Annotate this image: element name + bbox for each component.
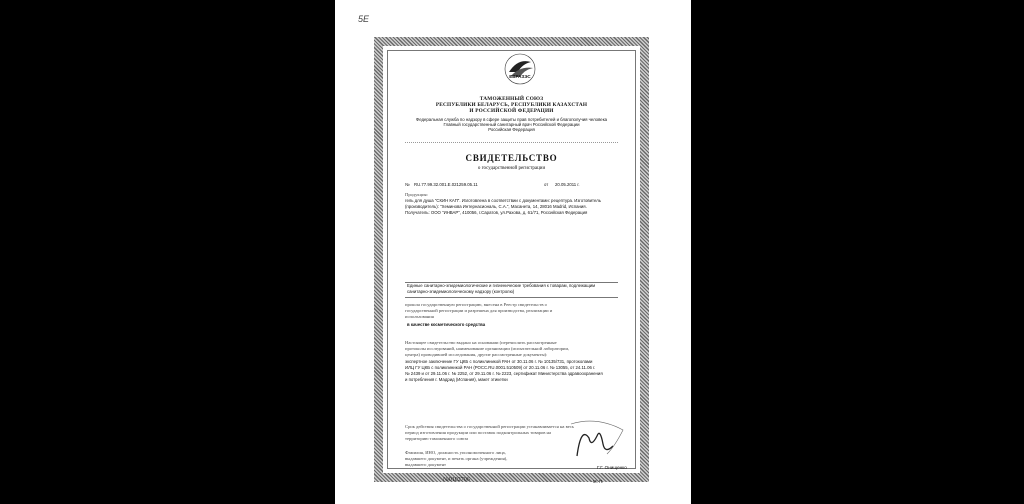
protocol-line-4: и потребления г. Мадрид (Испания), макет этикетки: [405, 377, 508, 382]
corner-handwritten-mark: 5E: [358, 14, 370, 24]
certificate-date: 20.05.2011 г.: [555, 182, 580, 187]
passed-line-1: прошла государственную регистрацию, внесена в Реестр свидетельств о: [405, 302, 547, 307]
protocol-line-1: экспертное заключение ГУ ЦКБ с поликлиникой РАН от 30.11.06 г. № 10135/731, протоколами: [405, 359, 593, 364]
issued-line-2: протоколы исследований, наименование организации (испытательной лаборатории,: [405, 346, 570, 351]
validity-line-2: период изготовления продукции или поставок подконтрольных товаров на: [405, 430, 552, 435]
logo-text: ЕВРАЗЭС: [509, 74, 531, 79]
requirements-line-2: санитарно-эпидемиологическому надзору (контролю): [407, 289, 515, 294]
eurasec-logo-icon: [503, 52, 537, 86]
certificate-subtitle: о государственной регистрации: [477, 166, 546, 171]
requirements-line-1: Единые санитарно-эпидемиологические и гигиенические требования к товарам, подлежащим: [407, 283, 596, 288]
issued-line-3: центра) проводившей исследования, другие рассмотренные документы):: [405, 352, 548, 357]
validity-line-3: территорию таможенного союза: [405, 436, 469, 441]
passed-line-3: использования: [405, 314, 434, 319]
signer-label-line-3: выдавшего документ: [405, 462, 447, 467]
number-prefix: №: [405, 182, 410, 187]
form-number: №0102706: [443, 477, 470, 483]
issued-line-1: Настоящее свидетельство выдано на основании (перечислить рассмотренные: [405, 340, 557, 345]
passed-line-2: государственной регистрации и разрешена для производства, реализации и: [405, 308, 553, 313]
validity-line-1: Срок действия свидетельства о государственной регистрации устанавливается на весь: [405, 424, 575, 429]
protocol-line-2: ИЛЦ ГУ ЦКБ с поликлиникой РАН (РОСС.RU.0001.510509) от 20.11.06 г. № 13055, от 24.11.06 г.: [405, 365, 596, 370]
product-line-2: (производитель): "Хеминова Интернасиональ, С.А.", Масанета, 14, 28016 Madrid, Испания.: [405, 204, 587, 209]
signer-label-line-2: выдавшего документ, и печать органа (учреждения),: [405, 456, 508, 461]
date-label: от: [544, 182, 549, 187]
certificate-frame: [374, 37, 649, 482]
certificate-number: RU.77.99.32.001.E.021259.05.11: [414, 182, 478, 187]
signer-name: Г.Г. Онищенко: [597, 465, 627, 470]
certificate-title: СВИДЕТЕЛЬСТВО: [465, 153, 558, 163]
product-line-3: Получатель: ООО "ИНВАР", 410056, г.Саратов, ул.Рахова, д. 61/71, Российская Федерация: [405, 210, 588, 215]
header-line-1: ТАМОЖЕННЫЙ СОЮЗ: [479, 96, 544, 102]
agency-line-1: Федеральная служба по надзору в сфере защиты прав потребителей и благополучия человека: [415, 117, 608, 122]
product-label: Продукция:: [405, 192, 428, 197]
header-line-2: РЕСПУБЛИКИ БЕЛАРУСЬ, РЕСПУБЛИКИ КАЗАХСТАН: [435, 102, 588, 108]
usage-text: в качестве косметического средства: [407, 322, 486, 327]
signature-image: [567, 416, 627, 466]
header-divider: [405, 142, 618, 143]
agency-line-3: Российская Федерация: [488, 127, 535, 132]
header-line-3: И РОССИЙСКОЙ ФЕДЕРАЦИИ: [469, 108, 554, 114]
seal-label: М. П.: [593, 479, 604, 484]
agency-line-2: Главный государственный санитарный врач Российской Федерации: [443, 122, 580, 127]
protocol-line-3: № 2439 и от 29.11.06 г. № 2252, от 29.11.06 г. № 2223, сертификат Министерства здравоохранения: [405, 371, 603, 376]
signer-label-line-1: Фамилия, ИНО, должность уполномоченного лица,: [405, 450, 506, 455]
product-line-1: гель для душа "СКИН КАП". Изготовлена в соответствии с документами: рецептура. Изготовитель: [405, 198, 601, 203]
document-page: [335, 0, 691, 504]
